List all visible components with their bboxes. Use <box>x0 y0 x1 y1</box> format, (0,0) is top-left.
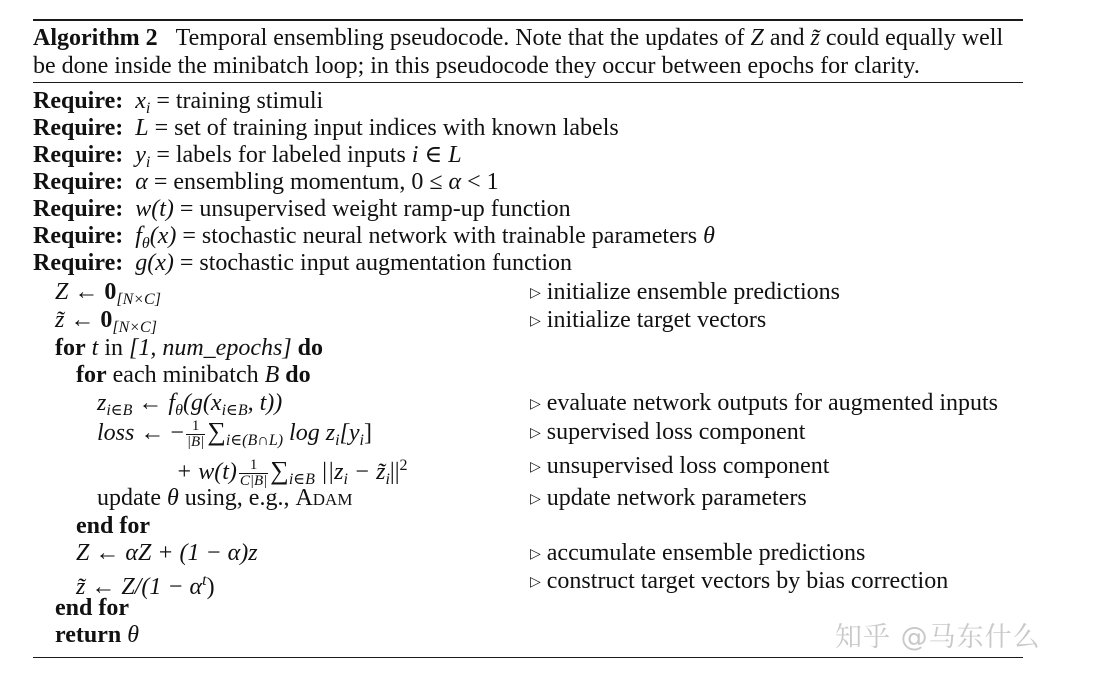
arrow: ← <box>64 307 101 333</box>
require-line-4 <box>33 169 499 195</box>
require-keyword: Require: <box>33 250 124 276</box>
math-sub: i <box>359 432 364 450</box>
require-math: x <box>135 88 146 114</box>
return-keyword: return <box>55 622 122 648</box>
require-math-2: α <box>448 169 462 195</box>
require-text: = unsupervised weight ramp-up function <box>173 196 571 222</box>
require-keyword: Require: <box>33 142 124 168</box>
sum-symbol: ∑ <box>270 456 289 485</box>
in-word: in <box>98 335 129 361</box>
bottom-rule <box>33 657 1023 658</box>
comment-5 <box>530 453 829 481</box>
comment-text: construct target vectors by bias correction <box>546 568 949 594</box>
math-rhs: || <box>389 459 400 485</box>
comment-4 <box>530 419 805 447</box>
math-sub: i <box>343 471 348 488</box>
do-keyword: do <box>297 335 324 361</box>
math-rhs: (g(x <box>182 390 222 416</box>
math-sup: t <box>202 572 207 589</box>
require-text: = stochastic neural network with trainable parameters <box>176 223 704 249</box>
loop-range: [1, num_epochs] <box>129 335 292 361</box>
math-rhs: ) <box>206 574 215 600</box>
accumulate-line: Z ← αZ + (1 − α)z <box>76 540 258 566</box>
end-for-inner: end for <box>76 513 150 539</box>
comment-triangle-icon: ▷ <box>530 314 541 329</box>
comment-triangle-icon: ▷ <box>530 492 541 507</box>
comment-triangle-icon: ▷ <box>530 397 541 412</box>
math-sub: i <box>385 471 390 488</box>
middle-rule <box>33 82 1023 83</box>
require-sub: i <box>145 154 151 171</box>
math-sub: i∈B <box>106 402 133 419</box>
math-rhs: ← − <box>134 420 184 447</box>
math-rhs: z̃ ← Z/(1 − α <box>76 574 203 600</box>
loss-var: loss <box>97 420 135 447</box>
require-math-2: i ∈ L <box>411 142 462 168</box>
arrow: ← <box>68 279 105 305</box>
require-keyword: Require: <box>33 223 124 249</box>
comment-7 <box>530 540 865 568</box>
comment-text: initialize ensemble predictions <box>546 279 841 305</box>
for-minibatch-line <box>76 362 311 388</box>
require-keyword: Require: <box>33 169 124 195</box>
caption-text-3: could equally well be done inside the minibatch loop; in this pseudocode they occur between epochs for clarity. <box>33 25 1004 79</box>
math-rhs: ← f <box>132 390 176 416</box>
require-math: w(t) <box>135 196 174 222</box>
require-math: L <box>135 115 149 141</box>
update-text: using, e.g., <box>178 485 296 511</box>
comment-text: accumulate ensemble predictions <box>546 540 866 566</box>
require-sub: i <box>145 100 151 117</box>
require-keyword: Require: <box>33 196 124 222</box>
math-sub: i <box>335 432 340 450</box>
fraction <box>186 419 205 450</box>
comment-text: evaluate network outputs for augmented inputs <box>546 390 998 416</box>
require-text: = set of training input indices with known labels <box>148 115 619 141</box>
require-math-after: (x) <box>149 223 177 249</box>
require-line-2 <box>33 115 619 141</box>
algorithm-caption <box>33 24 1028 80</box>
require-math: f <box>135 223 142 249</box>
for-epochs-line <box>55 335 323 361</box>
math-rhs: [y <box>339 420 360 447</box>
caption-text-1: Temporal ensembling pseudocode. Note that the updates of <box>175 25 751 51</box>
comment-text: initialize target vectors <box>546 307 767 333</box>
sum-sub: i∈B <box>288 471 315 488</box>
fraction-num: 1 <box>186 419 205 435</box>
end-for-outer: end for <box>55 595 129 621</box>
theta-var: θ <box>127 622 140 648</box>
return-line <box>55 622 139 648</box>
loss-line-1 <box>97 419 372 454</box>
batch-var: B <box>264 362 280 388</box>
each-text: each minibatch <box>106 362 265 388</box>
require-math: α <box>135 169 148 195</box>
caption-text-2: and <box>763 25 811 51</box>
dims: [N×C] <box>112 319 157 336</box>
require-sub: θ <box>141 235 150 252</box>
adam-text: Adam <box>295 485 353 511</box>
require-line-5 <box>33 196 571 222</box>
math-rhs: log z <box>283 420 336 447</box>
math-rhs: ||z <box>314 459 344 485</box>
require-math: y <box>135 142 146 168</box>
comment-triangle-icon: ▷ <box>530 286 541 301</box>
dims: [N×C] <box>116 291 161 308</box>
comment-triangle-icon: ▷ <box>530 426 541 441</box>
zero-matrix: 0 <box>104 279 117 305</box>
math-rhs: − z̃ <box>347 459 386 485</box>
algorithm-label: Algorithm 2 <box>33 25 158 51</box>
comment-triangle-icon: ▷ <box>530 575 541 590</box>
require-text: = training stimuli <box>150 88 324 114</box>
math-var: Z <box>55 279 69 305</box>
sum-sub: i∈(B∩L) <box>225 432 284 450</box>
require-math: g(x) <box>135 250 174 276</box>
comment-text: supervised loss component <box>546 419 806 445</box>
comment-2 <box>530 307 766 335</box>
fraction-num: 1 <box>239 458 268 474</box>
comment-1 <box>530 279 840 307</box>
fraction-den: C|B| <box>239 472 268 489</box>
for-keyword: for <box>76 362 107 388</box>
require-keyword: Require: <box>33 88 124 114</box>
update-text: update <box>97 485 167 511</box>
comment-text: unsupervised loss component <box>546 453 830 479</box>
sum-symbol: ∑ <box>207 417 226 447</box>
require-keyword: Require: <box>33 115 124 141</box>
require-line-7 <box>33 250 572 276</box>
comment-3 <box>530 390 998 418</box>
math-sub: i∈B <box>221 402 248 419</box>
for-keyword: for <box>55 335 86 361</box>
require-text: = labels for labeled inputs <box>150 142 412 168</box>
watermark: 知乎 @马东什么 <box>835 622 1041 653</box>
math-rhs: ] <box>363 420 372 447</box>
math-z: z <box>97 390 107 416</box>
caption-var-z: Z <box>750 25 764 51</box>
caption-var-ztilde: z̃ <box>810 25 820 51</box>
math-sup: 2 <box>399 457 408 474</box>
math-rhs: , t)) <box>247 390 283 416</box>
require-text-2: < 1 <box>461 169 499 195</box>
math-rhs: + w(t) <box>176 459 237 485</box>
top-rule <box>33 19 1023 21</box>
comment-6 <box>530 485 807 513</box>
update-line <box>97 485 352 511</box>
fraction-den: |B| <box>186 434 205 450</box>
zero-matrix: 0 <box>100 307 113 333</box>
require-math-2: θ <box>703 223 715 249</box>
theta-var: θ <box>166 485 179 511</box>
comment-triangle-icon: ▷ <box>530 547 541 562</box>
do-keyword: do <box>285 362 311 388</box>
require-text: = ensembling momentum, 0 ≤ <box>147 169 449 195</box>
require-text: = stochastic input augmentation function <box>173 250 572 276</box>
comment-text: update network parameters <box>546 485 807 511</box>
math-sub: θ <box>175 402 183 419</box>
comment-8 <box>530 568 948 596</box>
math-var: z̃ <box>55 307 65 333</box>
comment-triangle-icon: ▷ <box>530 460 541 475</box>
loop-var: t <box>91 335 99 361</box>
